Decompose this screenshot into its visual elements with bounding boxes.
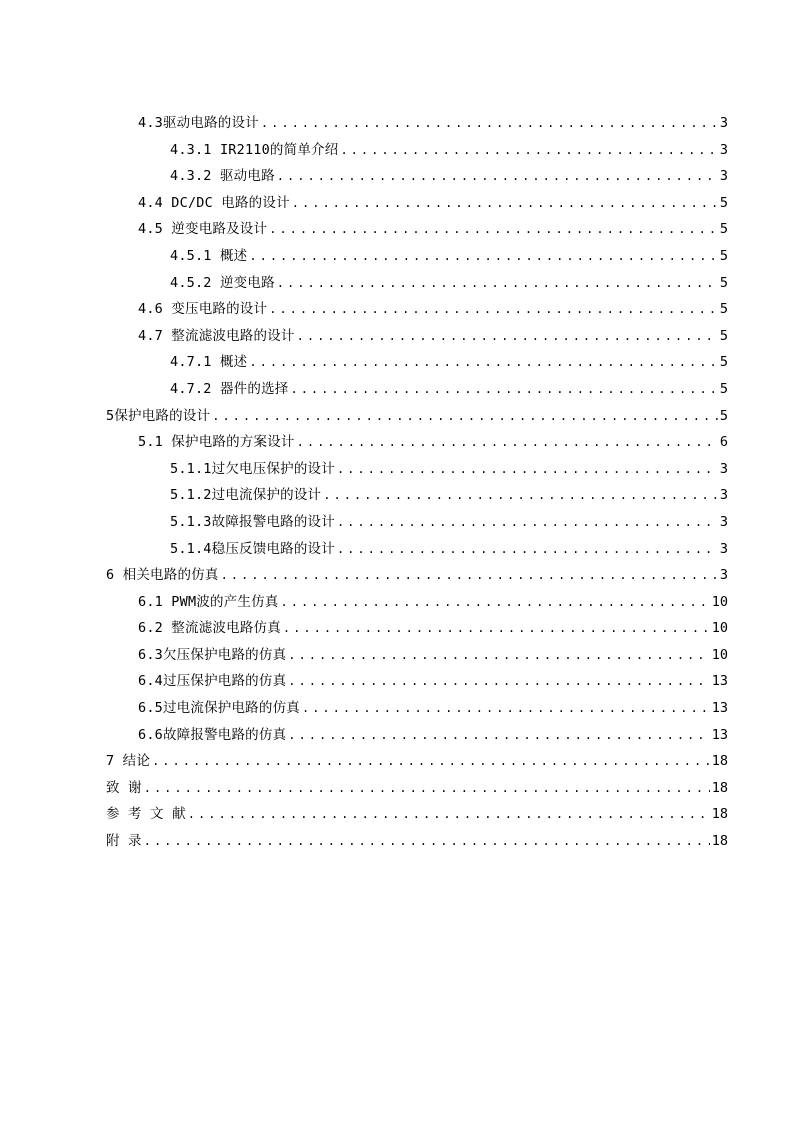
toc-entry-page-number: 13 <box>711 673 728 690</box>
toc-entry-title: 6.2 整流滤波电路仿真 <box>138 620 281 637</box>
toc-entry-title: 6.6故障报警电路的仿真 <box>138 726 287 743</box>
toc-entry[interactable] <box>106 615 728 642</box>
toc-dot-leader <box>337 536 718 563</box>
toc-dot-leader <box>277 163 718 190</box>
toc-entry[interactable] <box>106 243 728 270</box>
toc-entry-page-number: 5 <box>719 380 728 397</box>
toc-entry[interactable] <box>106 456 728 483</box>
toc-entry-page-number: 3 <box>719 141 728 158</box>
toc-entry[interactable] <box>106 482 728 509</box>
toc-entry-title: 4.3.2 驱动电路 <box>170 168 275 185</box>
toc-entry[interactable] <box>106 216 728 243</box>
toc-entry-title: 4.5.1 概述 <box>170 247 248 264</box>
toc-entry[interactable] <box>106 828 728 855</box>
toc-entry[interactable] <box>106 509 728 536</box>
toc-entry-title: 4.6 变压电路的设计 <box>138 301 268 318</box>
toc-dot-leader <box>323 482 718 509</box>
toc-dot-leader <box>297 323 718 350</box>
toc-entry[interactable] <box>106 695 728 722</box>
toc-entry-page-number: 13 <box>711 726 728 743</box>
toc-entry-title: 4.3驱动电路的设计 <box>138 115 259 131</box>
toc-entry-page-number: 3 <box>719 115 728 131</box>
toc-entry-title: 6.3欠压保护电路的仿真 <box>138 646 287 663</box>
toc-entry-title: 6.5过电流保护电路的仿真 <box>138 700 300 717</box>
toc-entry-page-number: 5 <box>719 274 728 291</box>
toc-entry-page-number: 3 <box>719 460 728 477</box>
toc-entry[interactable] <box>106 589 728 616</box>
toc-entry-page-number: 5 <box>719 221 728 238</box>
toc-entry[interactable] <box>106 748 728 775</box>
toc-entry-page-number: 10 <box>711 620 728 637</box>
toc-entry-page-number: 5 <box>719 407 728 424</box>
toc-entry[interactable] <box>106 163 728 190</box>
toc-entry-title: 致 谢 <box>106 779 142 796</box>
toc-entry-page-number: 3 <box>719 513 728 530</box>
toc-dot-leader <box>221 562 718 589</box>
toc-dot-leader <box>288 722 709 749</box>
toc-entry-title: 4.7.1 概述 <box>170 354 248 371</box>
toc-entry-title: 6 相关电路的仿真 <box>106 567 219 584</box>
toc-entry[interactable] <box>106 642 728 669</box>
toc-dot-leader <box>212 403 718 430</box>
toc-entry-page-number: 18 <box>711 806 728 823</box>
toc-entry-title: 4.7 整流滤波电路的设计 <box>138 327 295 344</box>
toc-dot-leader <box>269 296 718 323</box>
toc-entry-page-number: 5 <box>719 354 728 371</box>
toc-dot-leader <box>144 828 710 855</box>
toc-entry[interactable] <box>106 668 728 695</box>
toc-dot-leader <box>292 190 718 217</box>
toc-dot-leader <box>249 349 717 376</box>
toc-entry[interactable] <box>106 403 728 430</box>
toc-dot-leader <box>302 695 710 722</box>
toc-entry[interactable] <box>106 296 728 323</box>
toc-entry-page-number: 3 <box>719 540 728 557</box>
toc-entry-page-number: 18 <box>711 753 728 770</box>
toc-dot-leader <box>249 243 717 270</box>
toc-dot-leader <box>288 642 709 669</box>
toc-entry[interactable] <box>106 190 728 217</box>
toc-entry-title: 6.1 PWM波的产生仿真 <box>138 593 279 610</box>
toc-dot-leader <box>340 137 717 164</box>
toc-entry[interactable] <box>106 137 728 164</box>
toc-entry-title: 5.1.2过电流保护的设计 <box>170 487 322 504</box>
toc-entry-title: 7 结论 <box>106 753 151 770</box>
toc-entry-title: 5.1.3故障报警电路的设计 <box>170 513 335 530</box>
toc-entry-page-number: 3 <box>719 168 728 185</box>
toc-entry-page-number: 5 <box>719 194 728 211</box>
toc-entry-title: 4.4 DC/DC 电路的设计 <box>138 194 290 211</box>
toc-entry[interactable] <box>106 323 728 350</box>
toc-entry-page-number: 18 <box>711 779 728 796</box>
table-of-contents <box>106 110 728 855</box>
toc-entry[interactable] <box>106 376 728 403</box>
toc-dot-leader <box>290 376 717 403</box>
toc-entry-title: 4.7.2 器件的选择 <box>170 380 289 397</box>
toc-entry-page-number: 5 <box>719 247 728 264</box>
toc-entry[interactable] <box>106 110 728 137</box>
toc-entry-page-number: 3 <box>719 487 728 504</box>
toc-entry-title: 4.3.1 IR2110的简单介绍 <box>170 141 339 158</box>
toc-dot-leader <box>261 110 718 137</box>
toc-dot-leader <box>297 429 718 456</box>
toc-entry-title: 参 考 文 献 <box>106 806 186 823</box>
toc-entry-title: 4.5 逆变电路及设计 <box>138 221 268 238</box>
toc-dot-leader <box>152 748 710 775</box>
toc-dot-leader <box>269 216 718 243</box>
toc-entry-page-number: 13 <box>711 700 728 717</box>
toc-dot-leader <box>337 509 718 536</box>
toc-entry-title: 5保护电路的设计 <box>106 407 211 424</box>
toc-entry-page-number: 18 <box>711 833 728 850</box>
toc-dot-leader <box>188 801 710 828</box>
toc-entry[interactable] <box>106 562 728 589</box>
toc-entry[interactable] <box>106 349 728 376</box>
toc-entry-title: 6.4过压保护电路的仿真 <box>138 673 287 690</box>
toc-entry-page-number: 10 <box>711 593 728 610</box>
toc-entry[interactable] <box>106 429 728 456</box>
toc-dot-leader <box>283 615 710 642</box>
toc-entry-title: 5.1.4稳压反馈电路的设计 <box>170 540 335 557</box>
toc-entry-page-number: 6 <box>719 434 728 451</box>
toc-entry-title: 附 录 <box>106 833 142 850</box>
toc-entry-title: 5.1 保护电路的方案设计 <box>138 434 295 451</box>
toc-dot-leader <box>144 775 710 802</box>
toc-entry[interactable] <box>106 536 728 563</box>
toc-entry[interactable] <box>106 801 728 828</box>
toc-entry-title: 5.1.1过欠电压保护的设计 <box>170 460 335 477</box>
toc-dot-leader <box>281 589 710 616</box>
toc-entry-page-number: 5 <box>719 301 728 318</box>
toc-entry-page-number: 10 <box>711 646 728 663</box>
toc-dot-leader <box>277 270 718 297</box>
toc-entry-page-number: 3 <box>719 567 728 584</box>
toc-entry[interactable] <box>106 722 728 749</box>
toc-dot-leader <box>337 456 718 483</box>
toc-entry-page-number: 5 <box>719 327 728 344</box>
toc-entry[interactable] <box>106 775 728 802</box>
toc-dot-leader <box>288 668 709 695</box>
toc-entry-title: 4.5.2 逆变电路 <box>170 274 275 291</box>
toc-entry[interactable] <box>106 270 728 297</box>
